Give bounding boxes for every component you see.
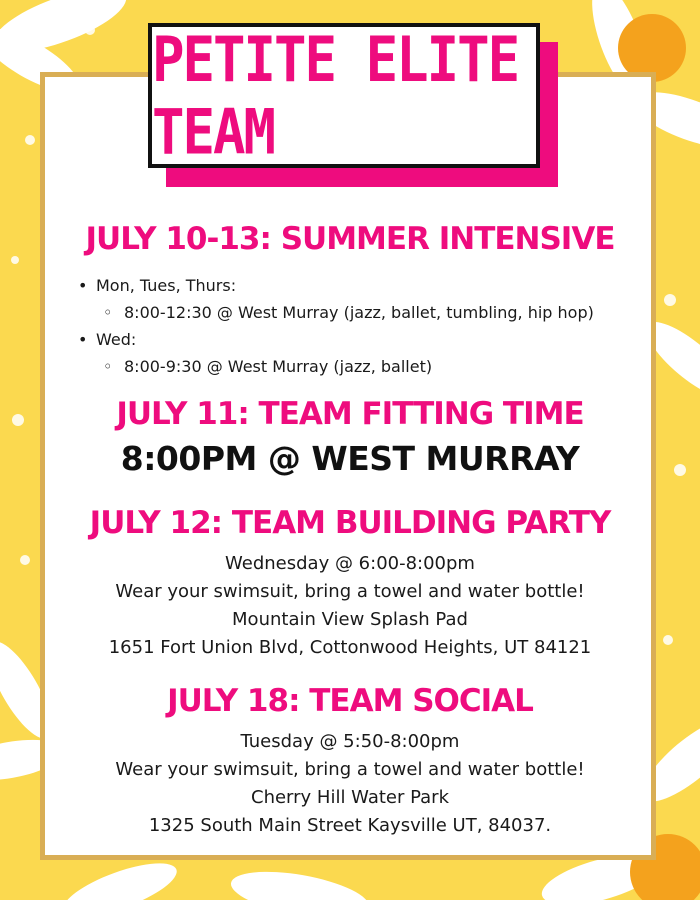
social-line: Cherry Hill Water Park — [251, 787, 449, 809]
schedule-day: • Wed: — [76, 326, 656, 353]
social-line: Tuesday @ 5:50-8:00pm — [240, 731, 460, 753]
fitting-time: 8:00PM @ WEST MURRAY — [120, 439, 580, 479]
party-line: Wear your swimsuit, bring a towel and water bottle! — [115, 581, 585, 603]
social-heading: JULY 18: TEAM SOCIAL — [167, 683, 533, 719]
section-social — [40, 684, 660, 840]
page-title: PETITE ELITE TEAM — [152, 23, 519, 168]
party-line: Mountain View Splash Pad — [232, 609, 468, 631]
section-fitting — [40, 397, 660, 478]
party-line: 1651 Fort Union Blvd, Cottonwood Heights, UT 84121 — [108, 637, 592, 659]
intensive-schedule — [76, 272, 656, 380]
section-party — [40, 506, 660, 662]
schedule-detail: ◦ 8:00-9:30 @ West Murray (jazz, ballet) — [76, 353, 656, 380]
party-line: Wednesday @ 6:00-8:00pm — [225, 553, 475, 575]
social-line: 1325 South Main Street Kaysville UT, 84037. — [148, 815, 552, 837]
party-heading: JULY 12: TEAM BUILDING PARTY — [89, 505, 611, 541]
title-box — [148, 23, 540, 168]
fitting-heading: JULY 11: TEAM FITTING TIME — [116, 396, 584, 432]
section-intensive — [40, 222, 660, 256]
schedule-detail: ◦ 8:00-12:30 @ West Murray (jazz, ballet, tumbling, hip hop) — [76, 299, 656, 326]
social-line: Wear your swimsuit, bring a towel and water bottle! — [115, 759, 585, 781]
intensive-heading: JULY 10-13: SUMMER INTENSIVE — [85, 221, 615, 257]
schedule-day: • Mon, Tues, Thurs: — [76, 272, 656, 299]
